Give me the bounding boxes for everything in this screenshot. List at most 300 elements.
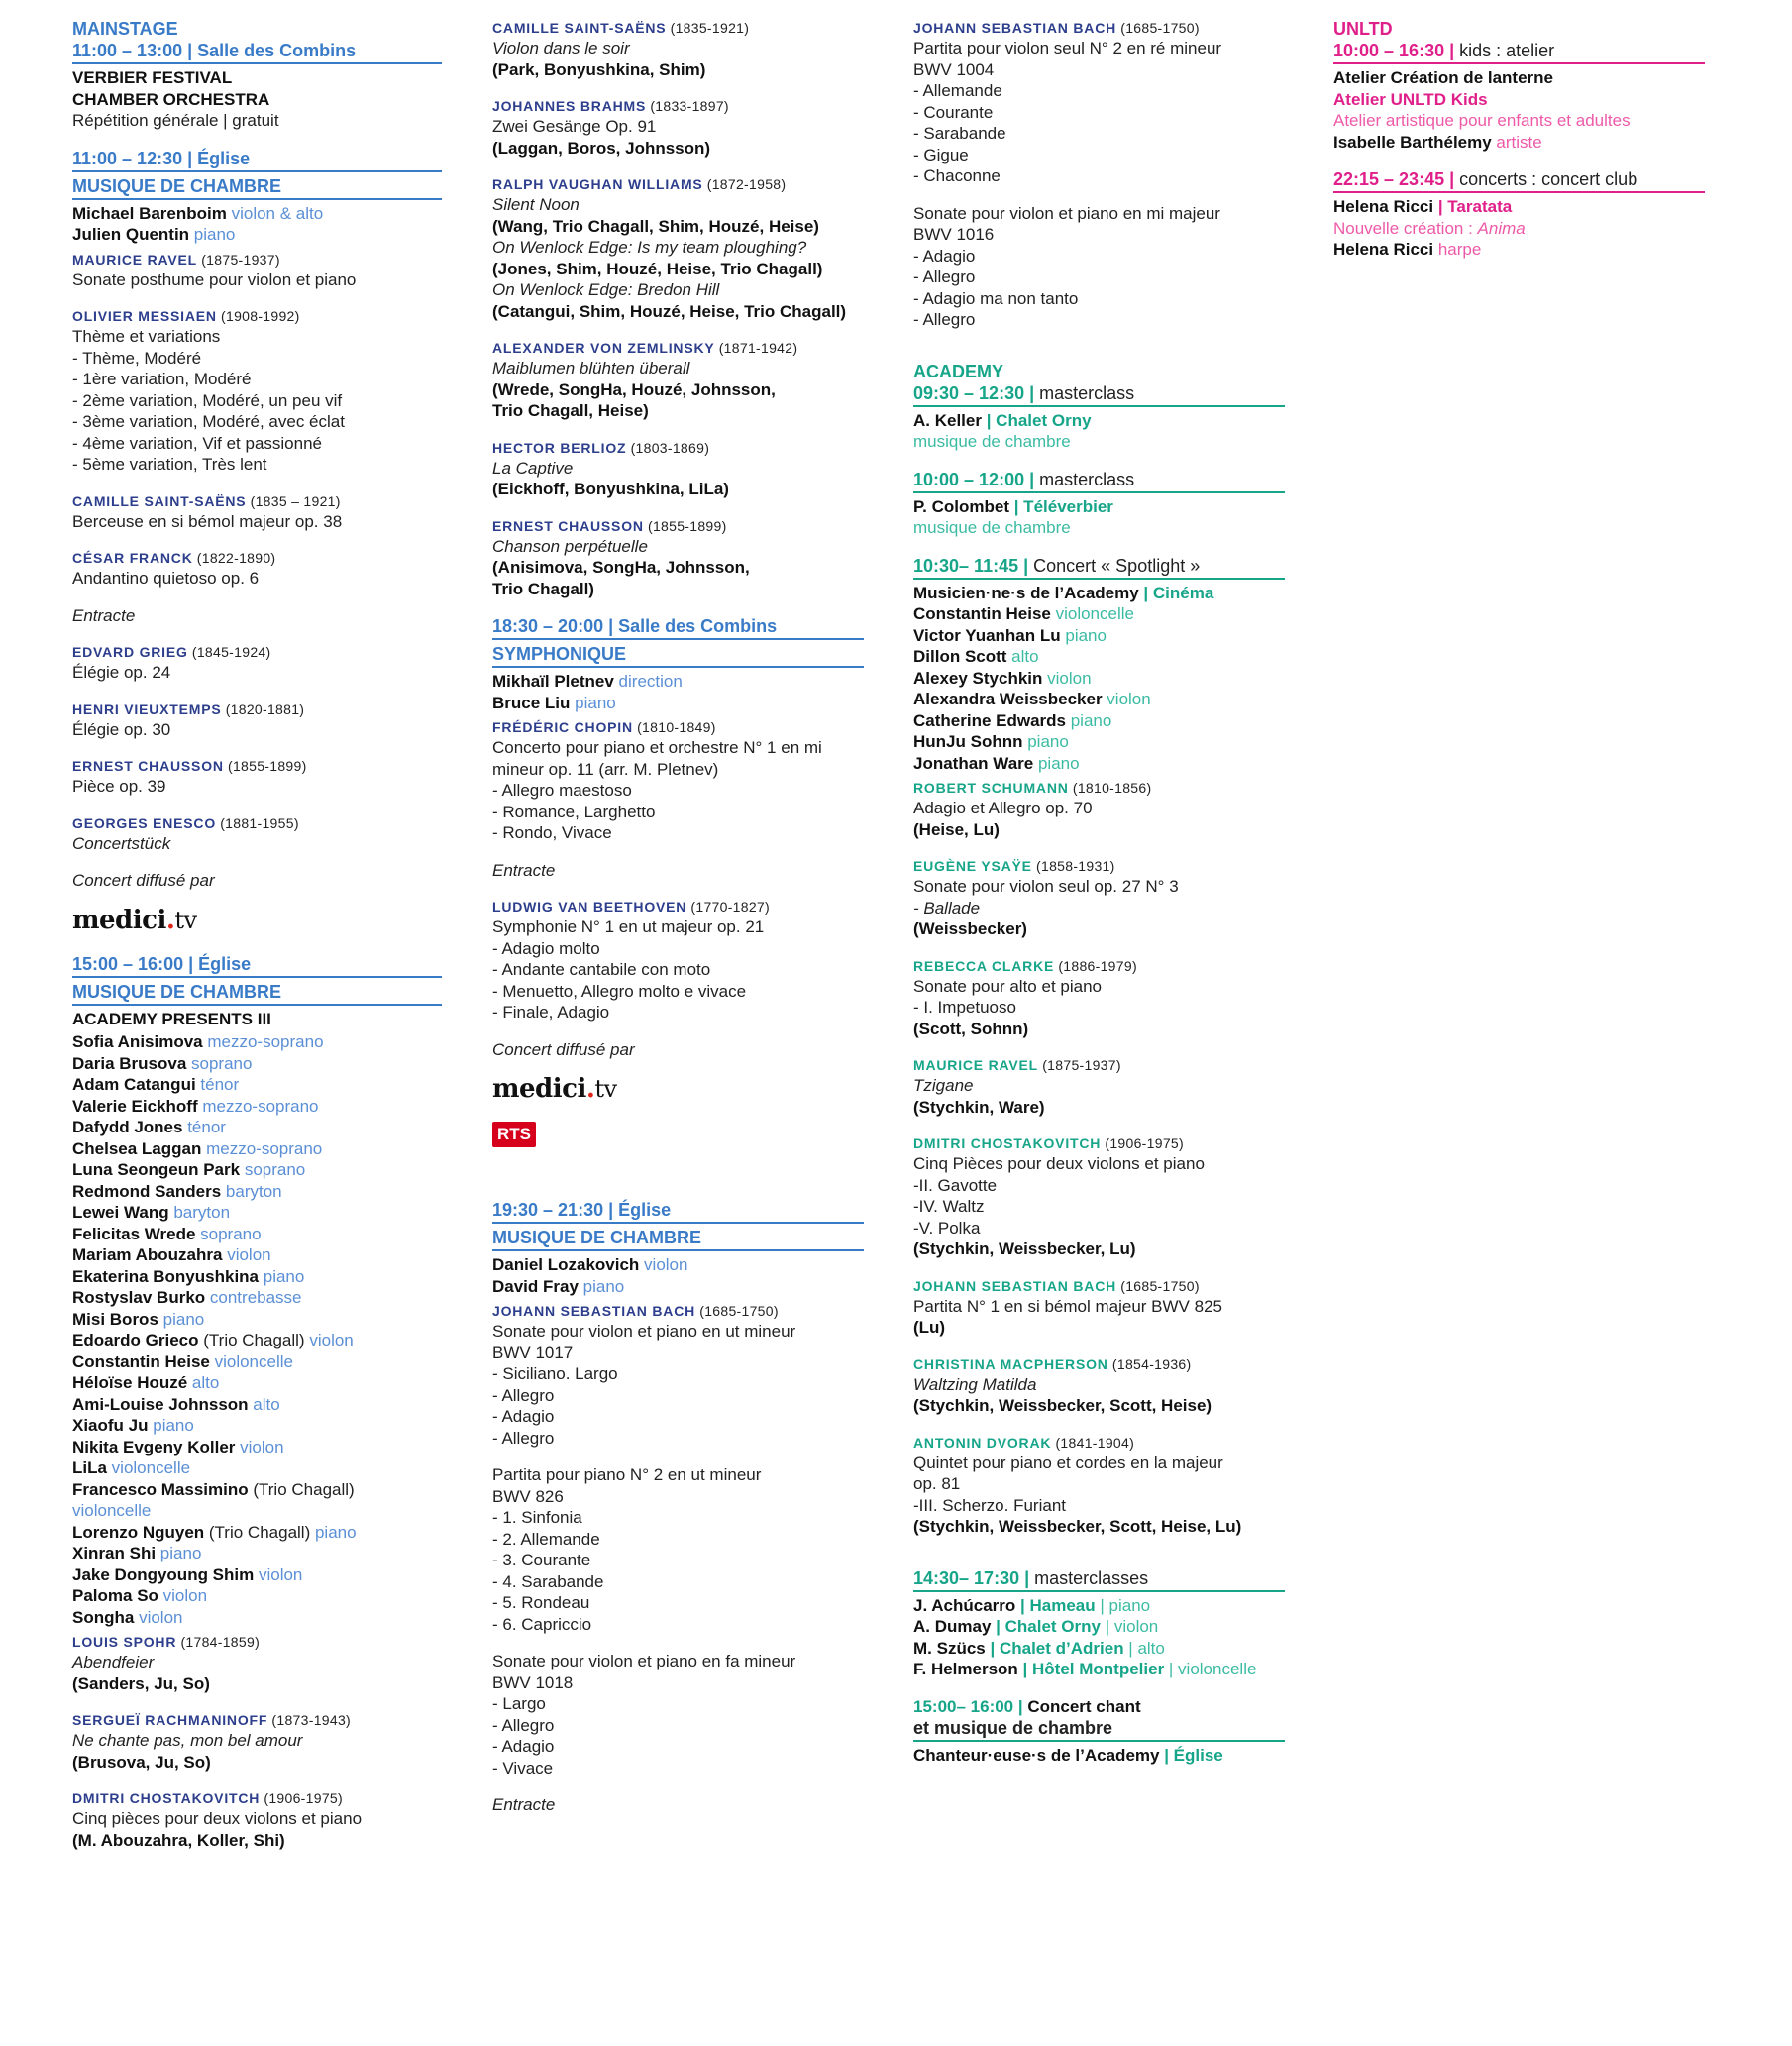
composer-line xyxy=(72,1710,442,1730)
text-run: violon xyxy=(254,1564,303,1584)
text-line xyxy=(492,671,864,693)
text-line xyxy=(492,1592,864,1614)
text-line xyxy=(492,1039,864,1061)
text-run: soprano xyxy=(186,1053,253,1073)
text-run: ACADEMY PRESENTS III xyxy=(72,1009,271,1028)
text-line xyxy=(72,1479,442,1501)
composer-line xyxy=(492,516,864,536)
text-line xyxy=(492,400,864,422)
text-line xyxy=(913,646,1285,668)
text-run: contrebasse xyxy=(205,1288,302,1307)
text-run: - Allegro xyxy=(492,1385,555,1405)
text-line xyxy=(492,860,864,882)
text-run: violoncelle xyxy=(209,1351,293,1371)
text-line xyxy=(492,780,864,802)
text-line xyxy=(913,1175,1285,1197)
text-line xyxy=(72,719,442,741)
text-line xyxy=(913,1153,1285,1175)
text-run: Chelsea Laggan xyxy=(72,1138,202,1158)
text-run: ACADEMY xyxy=(913,361,1004,381)
text-line xyxy=(913,689,1285,710)
composer-dates: (1685-1750) xyxy=(1116,1277,1200,1294)
text-run: violon xyxy=(235,1437,284,1456)
text-line xyxy=(492,1571,864,1593)
composer-dates: (1810-1856) xyxy=(1068,780,1152,796)
text-line xyxy=(492,38,864,59)
text-line xyxy=(492,1715,864,1737)
text-run: - 6. Capriccio xyxy=(492,1614,592,1634)
composer-dates: (1872-1958) xyxy=(702,176,787,192)
text-run: MUSIQUE DE CHAMBRE xyxy=(72,175,282,196)
text-line xyxy=(492,1736,864,1758)
text-run: Quintet pour piano et cordes en la majeur xyxy=(913,1453,1223,1472)
composer-name: FRÉDÉRIC CHOPIN xyxy=(492,719,633,735)
text-run: Misi Boros xyxy=(72,1309,158,1329)
text-run: violoncelle xyxy=(1050,604,1134,623)
text-line xyxy=(492,138,864,160)
text-run: (Laggan, Boros, Johnsson) xyxy=(492,138,711,158)
text-run: alto xyxy=(187,1373,220,1392)
text-run: La Captive xyxy=(492,458,574,478)
text-run: Atelier Création de lanterne xyxy=(1333,68,1554,87)
text-run: MUSIQUE DE CHAMBRE xyxy=(72,981,282,1002)
text-run: mezzo-soprano xyxy=(201,1138,323,1158)
text-run: piano xyxy=(1033,753,1080,773)
text-line xyxy=(72,1009,442,1030)
text-run: piano xyxy=(578,1276,625,1296)
composer-name: MAURICE RAVEL xyxy=(913,1057,1039,1073)
composer-dates: (1835 – 1921) xyxy=(246,492,341,509)
composer-name: ERNEST CHAUSSON xyxy=(72,758,224,774)
composer-name: SERGUEÏ RACHMANINOFF xyxy=(72,1712,268,1728)
composer-line xyxy=(72,700,442,719)
text-run: Adam Catangui xyxy=(72,1075,196,1094)
logo-text: medici xyxy=(492,1074,586,1104)
text-line xyxy=(913,583,1285,604)
text-run: Abendfeier xyxy=(72,1653,155,1671)
composer-dates: (1822-1890) xyxy=(192,550,276,566)
composer-line xyxy=(72,250,442,269)
text-line xyxy=(1333,218,1705,240)
column-3 xyxy=(913,18,1285,1767)
text-run: CHAMBER ORCHESTRA xyxy=(72,89,270,109)
text-run: - Adagio xyxy=(492,1737,555,1756)
text-line xyxy=(492,1550,864,1571)
text-run: - 4. Sarabande xyxy=(492,1571,604,1591)
text-run: Alexey Stychkin xyxy=(913,668,1043,688)
text-run: Adagio et Allegro op. 70 xyxy=(913,799,1093,817)
text-run: Sofia Anisimova xyxy=(72,1032,203,1051)
text-line xyxy=(492,358,864,379)
text-line xyxy=(913,753,1285,775)
text-line xyxy=(913,59,1285,81)
text-run: - Sarabande xyxy=(913,124,1006,143)
schedule-header xyxy=(72,953,442,978)
text-run: Bruce Liu xyxy=(492,693,571,712)
text-run: - Rondo, Vivace xyxy=(492,823,612,842)
composer-dates: (1871-1942) xyxy=(714,340,798,356)
text-line xyxy=(913,517,1285,539)
text-line xyxy=(492,1794,864,1816)
text-run: On Wenlock Edge: Bredon Hill xyxy=(492,280,720,299)
text-run: - Siciliano. Largo xyxy=(492,1364,618,1383)
text-run: M. Szücs xyxy=(913,1638,986,1658)
composer-line xyxy=(72,642,442,662)
text-line xyxy=(492,959,864,981)
text-run: Daria Brusova xyxy=(72,1053,187,1073)
text-line xyxy=(913,288,1285,310)
text-line xyxy=(913,668,1285,690)
text-run: op. 81 xyxy=(913,1474,961,1493)
schedule-header xyxy=(913,555,1285,580)
text-run: Élégie op. 24 xyxy=(72,663,171,682)
composer-line xyxy=(913,18,1285,38)
composer-name: EUGÈNE YSAŸE xyxy=(913,858,1032,874)
composer-line xyxy=(492,717,864,737)
text-run: - Finale, Adagio xyxy=(492,1003,610,1022)
text-run: J. Achúcarro xyxy=(913,1595,1016,1615)
composer-line xyxy=(913,1276,1285,1296)
text-line xyxy=(913,123,1285,145)
composer-name: JOHANN SEBASTIAN BACH xyxy=(913,20,1117,36)
text-run: - Andante cantabile con moto xyxy=(492,960,711,979)
text-run: kids : atelier xyxy=(1454,41,1555,60)
text-run: - 5ème variation, Très lent xyxy=(72,455,267,474)
text-run: Francesco Massimino xyxy=(72,1479,249,1499)
text-run: Partita pour violon seul N° 2 en ré mineur xyxy=(913,39,1222,57)
text-run: - Allegro xyxy=(492,1715,555,1735)
text-run: P. Colombet xyxy=(913,496,1009,516)
text-line xyxy=(72,89,442,111)
composer-dates: (1886-1979) xyxy=(1054,957,1137,974)
text-run: BWV 826 xyxy=(492,1486,564,1506)
text-run: Élégie op. 30 xyxy=(72,719,171,739)
text-run: | Cinéma xyxy=(1138,583,1214,602)
text-run: - 2. Allemande xyxy=(492,1529,600,1549)
text-run: Zwei Gesänge Op. 91 xyxy=(492,117,657,136)
text-run: - Adagio ma non tanto xyxy=(913,288,1079,308)
text-run: artiste xyxy=(1491,132,1542,152)
text-run: | Chalet Orny xyxy=(991,1617,1101,1636)
composer-line xyxy=(913,856,1285,876)
text-line xyxy=(913,1218,1285,1239)
text-run: Xiaofu Ju xyxy=(72,1416,149,1435)
text-line xyxy=(72,1730,442,1752)
schedule-header xyxy=(72,175,442,200)
logo-text: . xyxy=(585,1074,595,1104)
text-run: piano xyxy=(1060,625,1107,645)
text-line xyxy=(72,1830,442,1852)
text-run: Edoardo Grieco xyxy=(72,1331,199,1349)
composer-line xyxy=(492,1301,864,1321)
text-run: - 3. Courante xyxy=(492,1551,591,1569)
schedule-header xyxy=(913,469,1285,493)
text-run: (Stychkin, Weissbecker, Lu) xyxy=(913,1239,1136,1258)
text-run: Isabelle Barthélemy xyxy=(1333,132,1492,152)
text-run: Constantin Heise xyxy=(72,1351,210,1371)
text-run: - Gigue xyxy=(913,145,969,164)
text-run: Maiblumen blühten überall xyxy=(492,359,690,377)
text-line xyxy=(492,301,864,323)
composer-line xyxy=(492,897,864,916)
schedule-header xyxy=(72,40,442,64)
text-run: 10:00 – 16:30 | xyxy=(1333,41,1455,60)
composer-name: HENRI VIEUXTEMPS xyxy=(72,700,222,717)
text-line xyxy=(72,433,442,455)
text-run: | Église xyxy=(1159,1746,1223,1765)
text-run: Atelier UNLTD Kids xyxy=(1333,89,1488,109)
text-line xyxy=(72,1117,442,1138)
column-1 xyxy=(72,18,442,1851)
text-line xyxy=(913,165,1285,187)
text-run: et musique de chambre xyxy=(913,1718,1113,1738)
composer-line xyxy=(913,1055,1285,1075)
text-run: violon xyxy=(639,1255,688,1274)
text-run: - 1ère variation, Modéré xyxy=(72,370,252,388)
text-line xyxy=(1333,239,1705,261)
text-line xyxy=(913,224,1285,246)
text-run: (Anisimova, SongHa, Johnsson, xyxy=(492,558,750,577)
text-run: mezzo-soprano xyxy=(202,1032,324,1051)
text-line xyxy=(492,579,864,600)
text-run: Sonate pour violon seul op. 27 N° 3 xyxy=(913,877,1179,896)
text-line xyxy=(72,67,442,89)
text-run: Pièce op. 39 xyxy=(72,777,166,796)
text-line xyxy=(913,1097,1285,1119)
text-line xyxy=(913,1495,1285,1517)
column-2 xyxy=(492,18,864,1816)
text-run: Berceuse en si bémol majeur op. 38 xyxy=(72,511,343,531)
text-run: Lewei Wang xyxy=(72,1203,169,1222)
text-line xyxy=(913,1659,1285,1680)
schedule-header xyxy=(492,615,864,640)
composer-line xyxy=(72,548,442,568)
text-line xyxy=(72,1607,442,1629)
composer-name: CHRISTINA MACPHERSON xyxy=(913,1355,1108,1372)
text-run: Mikhaïl Pletnev xyxy=(492,672,614,691)
text-run: Dillon Scott xyxy=(913,647,1007,666)
text-run: 14:30– 17:30 | xyxy=(913,1567,1030,1588)
text-run: Répétition générale | gratuit xyxy=(72,111,279,130)
text-line xyxy=(72,1053,442,1075)
text-run: piano xyxy=(1066,710,1112,730)
text-line xyxy=(492,116,864,138)
text-run: MAINSTAGE xyxy=(72,19,178,39)
text-run: violon & alto xyxy=(226,203,324,223)
text-line xyxy=(72,1673,442,1695)
composer-dates: (1833-1897) xyxy=(646,98,729,114)
composer-dates: (1845-1924) xyxy=(187,644,271,660)
composer-dates: (1810-1849) xyxy=(632,719,716,735)
text-line xyxy=(913,898,1285,919)
text-line xyxy=(913,1374,1285,1396)
composer-dates: (1908-1992) xyxy=(216,308,300,324)
text-run: masterclass xyxy=(1034,382,1135,403)
text-run: A. Keller xyxy=(913,410,982,430)
composer-name: JOHANN SEBASTIAN BACH xyxy=(492,1303,696,1319)
text-run: - Thème, Modéré xyxy=(72,348,202,368)
text-run: | Téléverbier xyxy=(1008,496,1113,516)
text-line xyxy=(492,216,864,238)
text-run: - 1. Sinfonia xyxy=(492,1508,582,1527)
text-run: 15:00 – 16:00 | Église xyxy=(72,953,252,974)
text-run: Songha xyxy=(72,1607,135,1627)
text-line xyxy=(72,1287,442,1309)
schedule-header xyxy=(913,1567,1285,1592)
medici-tv-logo xyxy=(72,906,442,935)
text-line xyxy=(492,1758,864,1779)
text-run: - 3ème variation, Modéré, avec éclat xyxy=(72,412,345,431)
text-run: - Allegro xyxy=(913,268,976,286)
schedule-header xyxy=(913,382,1285,407)
composer-line xyxy=(492,96,864,116)
column-4 xyxy=(1333,18,1705,261)
text-run: (Stychkin, Ware) xyxy=(913,1097,1045,1117)
composer-name: CÉSAR FRANCK xyxy=(72,550,193,566)
text-line xyxy=(492,194,864,216)
composer-name: CAMILLE SAINT-SAËNS xyxy=(492,20,667,36)
text-line xyxy=(1333,110,1705,132)
composer-dates: (1881-1955) xyxy=(216,814,299,831)
text-line xyxy=(913,876,1285,898)
text-run: (Stychkin, Weissbecker, Scott, Heise, Lu) xyxy=(913,1517,1242,1536)
composer-line xyxy=(72,756,442,776)
text-line xyxy=(913,145,1285,166)
text-line xyxy=(72,511,442,533)
text-line xyxy=(72,1309,442,1331)
text-line xyxy=(492,822,864,844)
text-run: - Romance, Larghetto xyxy=(492,802,656,821)
text-run: (Park, Bonyushkina, Shim) xyxy=(492,59,706,79)
composer-name: DMITRI CHOSTAKOVITCH xyxy=(72,1790,261,1806)
text-line xyxy=(492,1672,864,1694)
text-line xyxy=(1333,196,1705,218)
text-run: - 2ème variation, Modéré, un peu vif xyxy=(72,390,343,410)
composer-line xyxy=(72,1632,442,1652)
text-line xyxy=(913,203,1285,225)
text-run: Waltzing Matilda xyxy=(913,1374,1037,1394)
text-run: concerts : concert club xyxy=(1454,169,1638,189)
composer-line xyxy=(913,1354,1285,1374)
text-run: - Adagio xyxy=(492,1407,555,1426)
text-line xyxy=(492,737,864,759)
text-run: | violoncelle xyxy=(1164,1660,1257,1678)
text-run: - I. Impetuoso xyxy=(913,998,1016,1017)
text-line xyxy=(492,759,864,781)
text-run: Thème et variations xyxy=(72,327,221,346)
composer-name: MAURICE RAVEL xyxy=(72,251,198,268)
text-line xyxy=(72,1244,442,1266)
text-run: - Chaconne xyxy=(913,166,1001,185)
text-run: musique de chambre xyxy=(913,432,1071,451)
text-run: - 5. Rondeau xyxy=(492,1593,590,1612)
text-run: Sonate pour alto et piano xyxy=(913,976,1102,996)
text-run: LiLa xyxy=(72,1458,107,1477)
text-run: harpe xyxy=(1433,240,1482,259)
text-run: violon xyxy=(158,1586,208,1605)
text-run: - Adagio molto xyxy=(492,938,600,958)
text-run: | Chalet Orny xyxy=(981,410,1092,430)
text-line xyxy=(913,710,1285,732)
text-run: | alto xyxy=(1123,1638,1165,1658)
text-run: Nouvelle création : xyxy=(1333,218,1478,238)
text-line xyxy=(492,379,864,401)
text-run: soprano xyxy=(195,1224,262,1243)
composer-dates: (1855-1899) xyxy=(223,758,307,774)
text-run: - Courante xyxy=(913,102,994,122)
text-line xyxy=(72,1181,442,1203)
composer-name: LOUIS SPOHR xyxy=(72,1634,177,1650)
text-run: violon xyxy=(1102,690,1151,708)
text-line xyxy=(913,798,1285,819)
text-line xyxy=(913,431,1285,453)
text-run: Partita N° 1 en si bémol majeur BWV 825 xyxy=(913,1296,1222,1316)
text-line xyxy=(492,1651,864,1672)
text-line xyxy=(72,1394,442,1416)
text-run: - Largo xyxy=(492,1694,546,1713)
schedule-header xyxy=(1333,40,1705,64)
text-line xyxy=(913,38,1285,59)
text-run: Constantin Heise xyxy=(913,604,1051,623)
text-line xyxy=(913,1595,1285,1617)
text-line xyxy=(492,1321,864,1343)
text-line xyxy=(913,997,1285,1019)
composer-dates: (1803-1869) xyxy=(626,439,710,456)
rts-logo: RTS xyxy=(492,1122,536,1147)
text-run: Julien Quentin xyxy=(72,225,190,244)
text-run: piano xyxy=(148,1416,194,1435)
text-run: MUSIQUE DE CHAMBRE xyxy=(492,1228,702,1247)
text-run: Jonathan Ware xyxy=(913,753,1034,773)
text-run: Luna Seongeun Park xyxy=(72,1160,241,1179)
text-run: Partita pour piano N° 2 en ut mineur xyxy=(492,1465,762,1484)
text-run: - Adagio xyxy=(913,246,976,266)
text-run: Mariam Abouzahra xyxy=(72,1245,223,1264)
text-line xyxy=(1333,132,1705,154)
text-run: F. Helmerson xyxy=(913,1660,1018,1678)
text-run: (Lu) xyxy=(913,1318,946,1337)
rts-logo-wrap xyxy=(492,1122,864,1167)
text-line xyxy=(492,1276,864,1298)
text-run: (Stychkin, Weissbecker, Scott, Heise) xyxy=(913,1396,1212,1415)
text-run: BWV 1017 xyxy=(492,1343,574,1362)
text-line xyxy=(492,1464,864,1486)
composer-name: EDVARD GRIEG xyxy=(72,644,188,660)
composer-dates: (1854-1936) xyxy=(1107,1355,1192,1372)
text-run: Atelier artistique pour enfants et adultes xyxy=(1333,111,1631,130)
text-run: Felicitas Wrede xyxy=(72,1224,196,1243)
text-run: Chanson perpétuelle xyxy=(492,536,648,556)
text-line xyxy=(72,1543,442,1564)
text-line xyxy=(492,1363,864,1385)
text-run: violon xyxy=(222,1245,271,1264)
text-run: | Hôtel Montpelier xyxy=(1017,1660,1165,1678)
composer-dates: (1820-1881) xyxy=(221,700,305,717)
text-run: Valerie Eickhoff xyxy=(72,1096,198,1116)
text-line xyxy=(492,1385,864,1407)
text-line xyxy=(492,59,864,81)
text-run: Cinq pièces pour deux violons et piano xyxy=(72,1809,363,1828)
text-line xyxy=(913,246,1285,268)
text-line xyxy=(72,1437,442,1458)
text-run: Victor Yuanhan Lu xyxy=(913,625,1061,645)
text-line xyxy=(72,1652,442,1673)
composer-dates: (1685-1750) xyxy=(1116,20,1200,36)
text-line xyxy=(913,309,1285,331)
text-line xyxy=(913,1453,1285,1474)
text-run: Tzigane xyxy=(913,1076,974,1095)
text-line xyxy=(913,1696,1285,1718)
